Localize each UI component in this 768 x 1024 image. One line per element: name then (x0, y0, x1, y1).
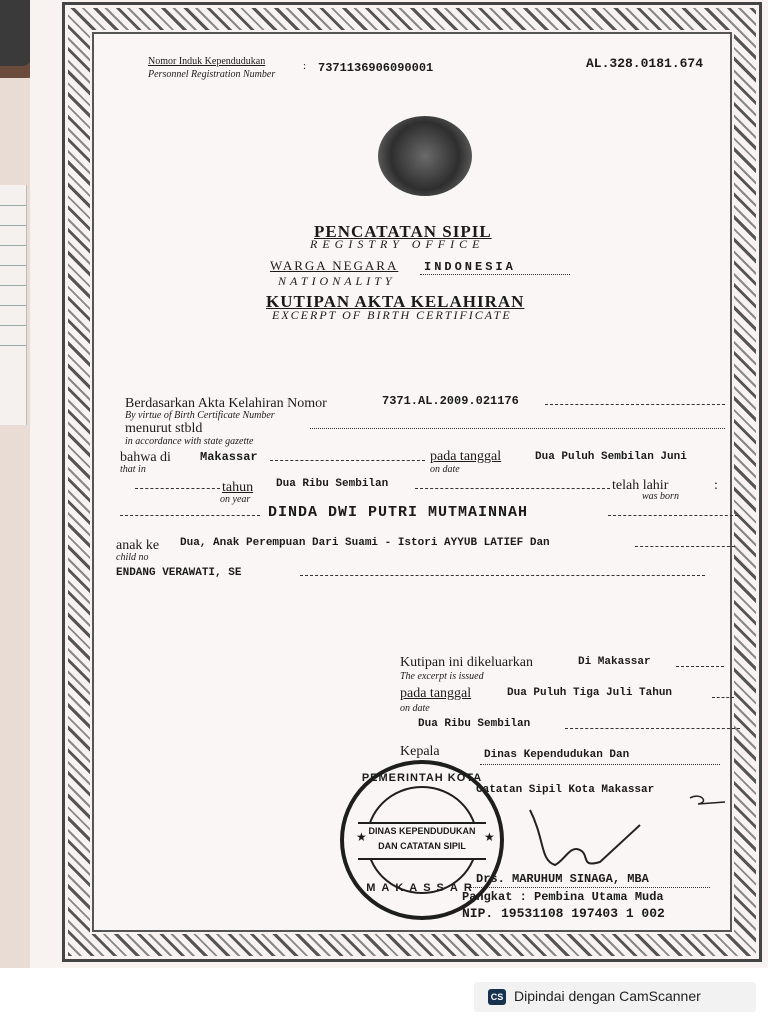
camscanner-logo-icon: CS (488, 989, 506, 1005)
issued-place-value: Di Makassar (578, 656, 651, 668)
stamp-star-icon: ★ (484, 830, 495, 844)
serial-number: AL.328.0181.674 (586, 56, 704, 71)
issued-label-en: The excerpt is issued (400, 671, 484, 682)
birth-year-label: tahun (222, 480, 254, 495)
camscanner-text: Dipindai dengan CamScanner (514, 988, 701, 1004)
nationality-label: WARGA NEGARA (270, 258, 399, 273)
birth-place-label: bahwa di (120, 450, 171, 465)
stamp-center (358, 822, 486, 860)
document-title: KUTIPAN AKTA KELAHIRAN (266, 292, 525, 311)
child-order-label: anak ke (116, 538, 160, 553)
office-line2: Catatan Sipil Kota Makassar (476, 784, 655, 796)
adjacent-paper (0, 185, 27, 425)
head-label: Kepala (400, 744, 440, 759)
birth-date-label: pada tanggal (430, 449, 502, 464)
official-nip: NIP. 19531108 197403 1 002 (462, 906, 665, 921)
born-label: telah lahir (612, 478, 669, 493)
act-number-label-en: By virtue of Birth Certificate Number (125, 410, 275, 421)
document-title-en: EXCERPT OF BIRTH CERTIFICATE (272, 308, 512, 322)
nik-label-en: Personnel Registration Number (148, 69, 276, 80)
act-number-label: Berdasarkan Akta Kelahiran Nomor (125, 396, 327, 411)
child-name: DINDA DWI PUTRI MUTMAINNAH (268, 504, 529, 521)
nik-label: Nomor Induk Kependudukan (148, 56, 266, 67)
official-stamp (340, 760, 504, 920)
birth-year-value: Dua Ribu Sembilan (276, 478, 389, 490)
issue-date-label: pada tanggal (400, 686, 472, 701)
issue-date-value: Dua Puluh Tiga Juli Tahun (507, 687, 673, 699)
stamp-center-line1: DINAS KEPENDUDUKAN (368, 826, 476, 836)
stbld-label: menurut stbld (125, 421, 203, 436)
birth-place-value: Makassar (200, 450, 258, 464)
child-order-value: Dua, Anak Perempuan Dari Suami - Istori AYYUB LATIEF Dan (180, 537, 550, 549)
office-line1: Dinas Kependudukan Dan (484, 749, 630, 761)
stbld-label-en: in accordance with state gazette (125, 436, 254, 447)
birth-date-value: Dua Puluh Sembilan Juni (535, 451, 687, 463)
issue-date-label-en: on date (400, 703, 430, 714)
birth-date-label-en: on date (430, 464, 460, 475)
mother-name: ENDANG VERAWATI, SE (116, 567, 242, 579)
office-title-en: REGISTRY OFFICE (310, 237, 485, 251)
issued-label: Kutipan ini dikeluarkan (400, 655, 533, 670)
act-number-value: 7371.AL.2009.021176 (382, 394, 519, 408)
garuda-emblem-icon (378, 116, 472, 196)
signature-icon (520, 790, 730, 880)
issue-date-value2: Dua Ribu Sembilan (418, 718, 531, 730)
official-rank: Pangkat : Pembina Utama Muda (462, 890, 664, 904)
nationality-value: INDONESIA (424, 260, 516, 274)
stamp-bottom-text: MAKASSAR (366, 882, 478, 894)
nationality-label-en: NATIONALITY (278, 274, 396, 288)
stamp-center-line2: DAN CATATAN SIPIL (378, 841, 466, 851)
birth-year-label-en: on year (220, 494, 251, 505)
camscanner-watermark (474, 982, 756, 1012)
nik-value: 7371136906090001 (318, 61, 434, 75)
official-name: Drs. MARUHUM SINAGA, MBA (476, 872, 649, 886)
office-title: PENCATATAN SIPIL (314, 222, 492, 241)
stamp-star-icon: ★ (356, 830, 367, 844)
birth-place-label-en: that in (120, 464, 146, 475)
child-order-label-en: child no (116, 552, 149, 563)
stamp-top-text: PEMERINTAH KOTA (361, 772, 483, 784)
born-label-en: was born (642, 491, 679, 502)
